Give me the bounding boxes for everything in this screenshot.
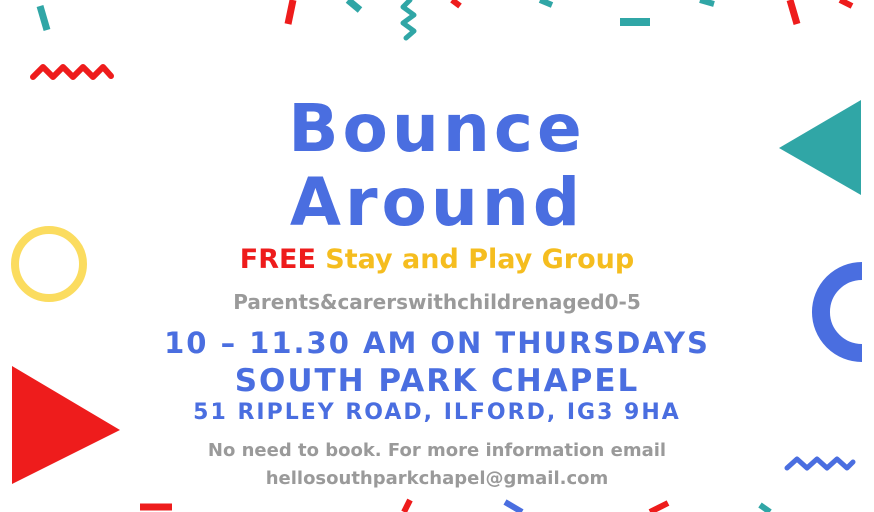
email-text: hellosouthparkchapel@gmail.com bbox=[265, 468, 609, 489]
schedule-text: 10 – 11.30 AM ON THURSDAYS bbox=[164, 326, 710, 360]
venue-text: SOUTH PARK CHAPEL bbox=[234, 363, 640, 399]
booking-note: No need to book. For more information email bbox=[207, 440, 667, 461]
audience-text: Parents&carerswithchildrenaged0-5 bbox=[233, 290, 641, 314]
free-label: FREE bbox=[239, 244, 316, 275]
address-text: 51 RIPLEY ROAD, ILFORD, IG3 9HA bbox=[193, 400, 681, 425]
title-line-1: Bounce bbox=[288, 90, 586, 167]
group-label: Stay and Play Group bbox=[325, 244, 635, 275]
subtitle bbox=[0, 244, 874, 276]
title-line-2: Around bbox=[289, 164, 585, 241]
